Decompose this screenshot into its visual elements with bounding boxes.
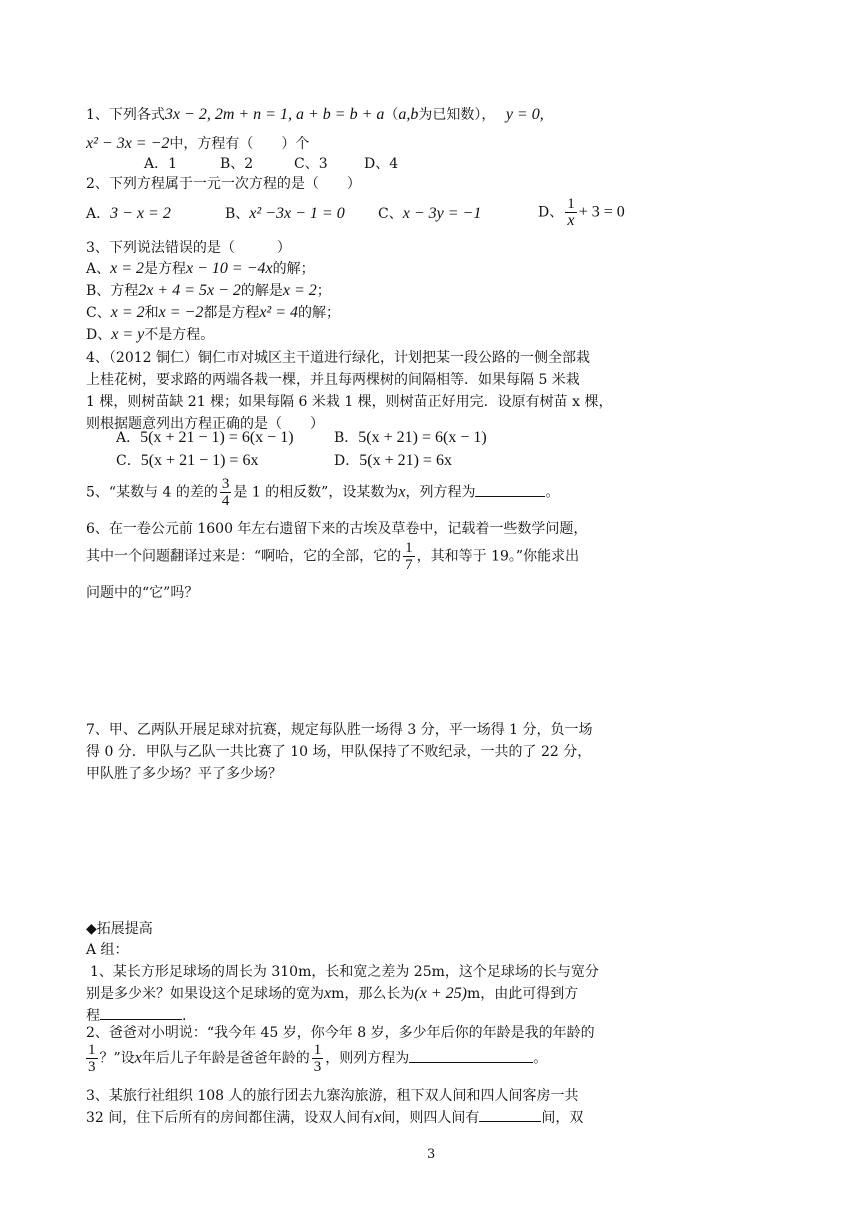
q7-line: 得 0 分．甲队与乙队一共比赛了 10 场，甲队保持了不败纪录，一共的了 22 分， <box>86 744 592 760</box>
q1-line1: 1、下列各式3x − 2, 2m + n = 1, a + b = b + a（a,b为已知数）， y = 0, <box>86 106 544 123</box>
a2-line2: $\frac{1}{3}$ ？”设x年后儿子年龄是爸爸年龄的 $\frac{1}{3}$ ，则列方程为 。 <box>88 1042 548 1075</box>
q1-exprs: 3x − 2, 2m + n = 1, a + b = b + a <box>164 106 385 123</box>
q5-line: 5、“某数与 4 的差的 $\frac{3}{4}$ 是 1 的相反数”，设某数为x，列方程为 。 <box>86 476 560 509</box>
q1-intro: 1、下列各式 <box>86 107 165 123</box>
q3-option-d: D、x = y不是方程。 <box>86 326 215 343</box>
q3-option-b: B、方程2x + 4 = 5x − 2的解是x = 2； <box>86 282 331 299</box>
a2-answer-blank[interactable] <box>409 1050 533 1063</box>
a1-line3: 程 . <box>86 1008 187 1024</box>
q7-line: 甲队胜了多少场？平了多少场？ <box>86 766 282 782</box>
a2-line1: 2、爸爸对小明说：“我今年 45 岁，你今年 8 岁，多少年后你的年龄是我的年龄的 <box>86 1025 595 1041</box>
a3-line2: 32 间，住下后所有的房间都住满，设双人间有x间，则四人间有 间，双 <box>86 1109 584 1126</box>
q4-line: 则根据题意列出方程正确的是（ ） <box>86 416 324 432</box>
q1-cond-vars: a,b <box>398 106 419 123</box>
a1-line1: 1、某长方形足球场的周长为 310m，长和宽之差为 25m，这个足球场的长与宽分 <box>90 964 599 980</box>
q2-option-b: x² −3x − 1 = 0 <box>249 205 345 222</box>
a3-answer-blank[interactable] <box>479 1109 541 1122</box>
q2-option-a: 3 − x = 2 <box>110 205 171 222</box>
q1-y-eq: y = 0, <box>505 106 544 123</box>
q1-eq2: x² − 3x = −2 <box>86 135 170 152</box>
q4-option-d: D．5(x + 21) = 6x <box>334 452 452 469</box>
q6-line1: 6、在一卷公元前 1600 年左右遗留下来的古埃及草卷中，记载着一些数学问题， <box>86 521 588 537</box>
page-number: 3 <box>427 1147 436 1162</box>
q3-option-a: A、x = 2是方程x − 10 = −4x的解； <box>86 260 315 277</box>
q2-stem: 2、下列方程属于一元一次方程的是（ ） <box>86 176 361 192</box>
q5-answer-blank[interactable] <box>475 484 545 497</box>
q4-line: 4、（2012 铜仁）铜仁市对城区主干道进行绿化，计划把某一段公路的一侧全部栽 <box>86 350 590 366</box>
q2-option-c: x − 3y = −1 <box>402 205 482 222</box>
q6-line3: 问题中的“它”吗？ <box>86 585 199 601</box>
a1-answer-blank[interactable] <box>100 1007 182 1020</box>
q1-line2 <box>86 135 309 153</box>
q4-option-a: A．5(x + 21 − 1) = 6(x − 1) <box>116 429 294 446</box>
q1-options <box>144 155 399 173</box>
q3-stem: 3、下列说法错误的是（ ） <box>86 240 291 256</box>
q6-line2: 其中一个问题翻译过来是：“啊哈，它的全部，它的 $\frac{1}{7}$ ，其和等于 19。”你能求出 <box>86 540 580 573</box>
q3-option-c: C、x = 2和x = −2都是方程x² = 4的解； <box>86 304 341 321</box>
q4-line: 上桂花树，要求路的两端各栽一棵，并且每两棵树的间隔相等．如果每隔 5 米栽 <box>86 372 580 388</box>
a3-line1: 3、某旅行社组织 108 人的旅行团去九寨沟旅游，租下双人间和四人间客房一共 <box>86 1088 579 1104</box>
q4-option-c: C．5(x + 21 − 1) = 6x <box>116 452 259 469</box>
q1-option-d: D、4 <box>364 156 399 172</box>
q4-line: 1 棵，则树苗缺 21 棵；如果每隔 6 米栽 1 棵，则树苗正好用完．设原有树苗 x 棵， <box>86 394 613 410</box>
q2-options: A．3 − x = 2 B、x² −3x − 1 = 0 C、x − 3y = −1 <box>86 205 482 222</box>
q2-option-d: D、 $\frac{1}{x}$ + 3 = 0 <box>538 196 625 229</box>
q4-option-b: B．5(x + 21) = 6(x − 1) <box>334 429 487 446</box>
q1-option-a: A．1 <box>144 156 178 172</box>
q1-tail: 中，方程有（ ）个 <box>169 136 310 152</box>
q7-line: 7、甲、乙两队开展足球对抗赛，规定每队胜一场得 3 分，平一场得 1 分，负一场 <box>86 722 593 738</box>
group-label: A 组： <box>86 942 129 958</box>
a1-line2: 别是多少米？如果设这个足球场的宽为xm，那么长为(x + 25)m，由此可得到方 <box>86 985 579 1002</box>
q1-option-c: C、3 <box>294 156 328 172</box>
section-title: ◆拓展提高 <box>86 921 153 937</box>
q1-option-b: B、2 <box>220 156 254 172</box>
